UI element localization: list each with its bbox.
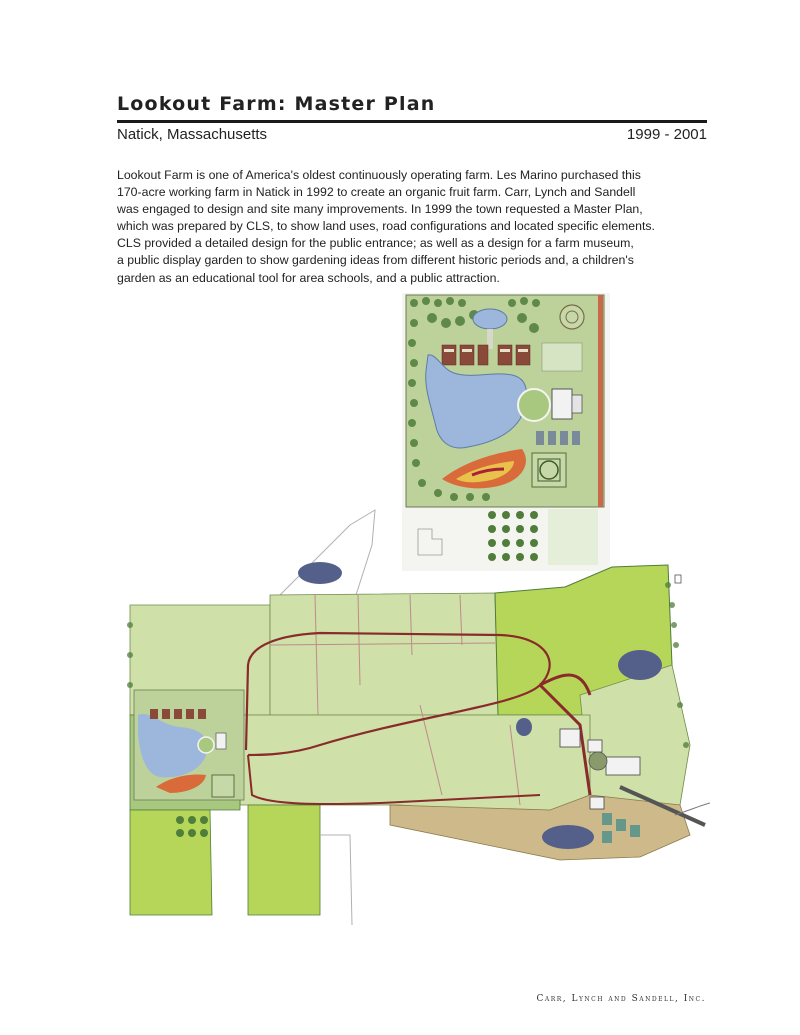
- description-line: a public display garden to show gardening ideas from different historic periods and, a children's: [117, 253, 634, 268]
- project-years: 1999 - 2001: [626, 126, 707, 143]
- project-location: Natick, Massachusetts: [117, 126, 268, 143]
- description-line: which was prepared by CLS, to show land uses, road configurations and located specific elements.: [117, 219, 655, 234]
- firm-credit: Carr, Lynch and Sandell, Inc.: [536, 994, 706, 1004]
- description-line: was engaged to design and site many improvements. In 1999 the town requested a Master Plan,: [117, 202, 643, 217]
- description-line: CLS provided a detailed design for the public entrance; as well as a design for a farm museum,: [117, 236, 634, 251]
- description-line: garden as an educational tool for area schools, and a public attraction.: [117, 270, 500, 285]
- page-title: Lookout Farm: Master Plan: [117, 93, 436, 115]
- description-line: 170-acre working farm in Natick in 1992 to create an organic fruit farm. Carr, Lynch and Sandell: [117, 185, 636, 200]
- description-line: Lookout Farm is one of America's oldest continuously operating farm. Les Marino purchased this: [117, 168, 641, 182]
- project-description: [117, 167, 717, 287]
- title-rule: [117, 120, 707, 123]
- master-site-plan-image: [120, 505, 710, 925]
